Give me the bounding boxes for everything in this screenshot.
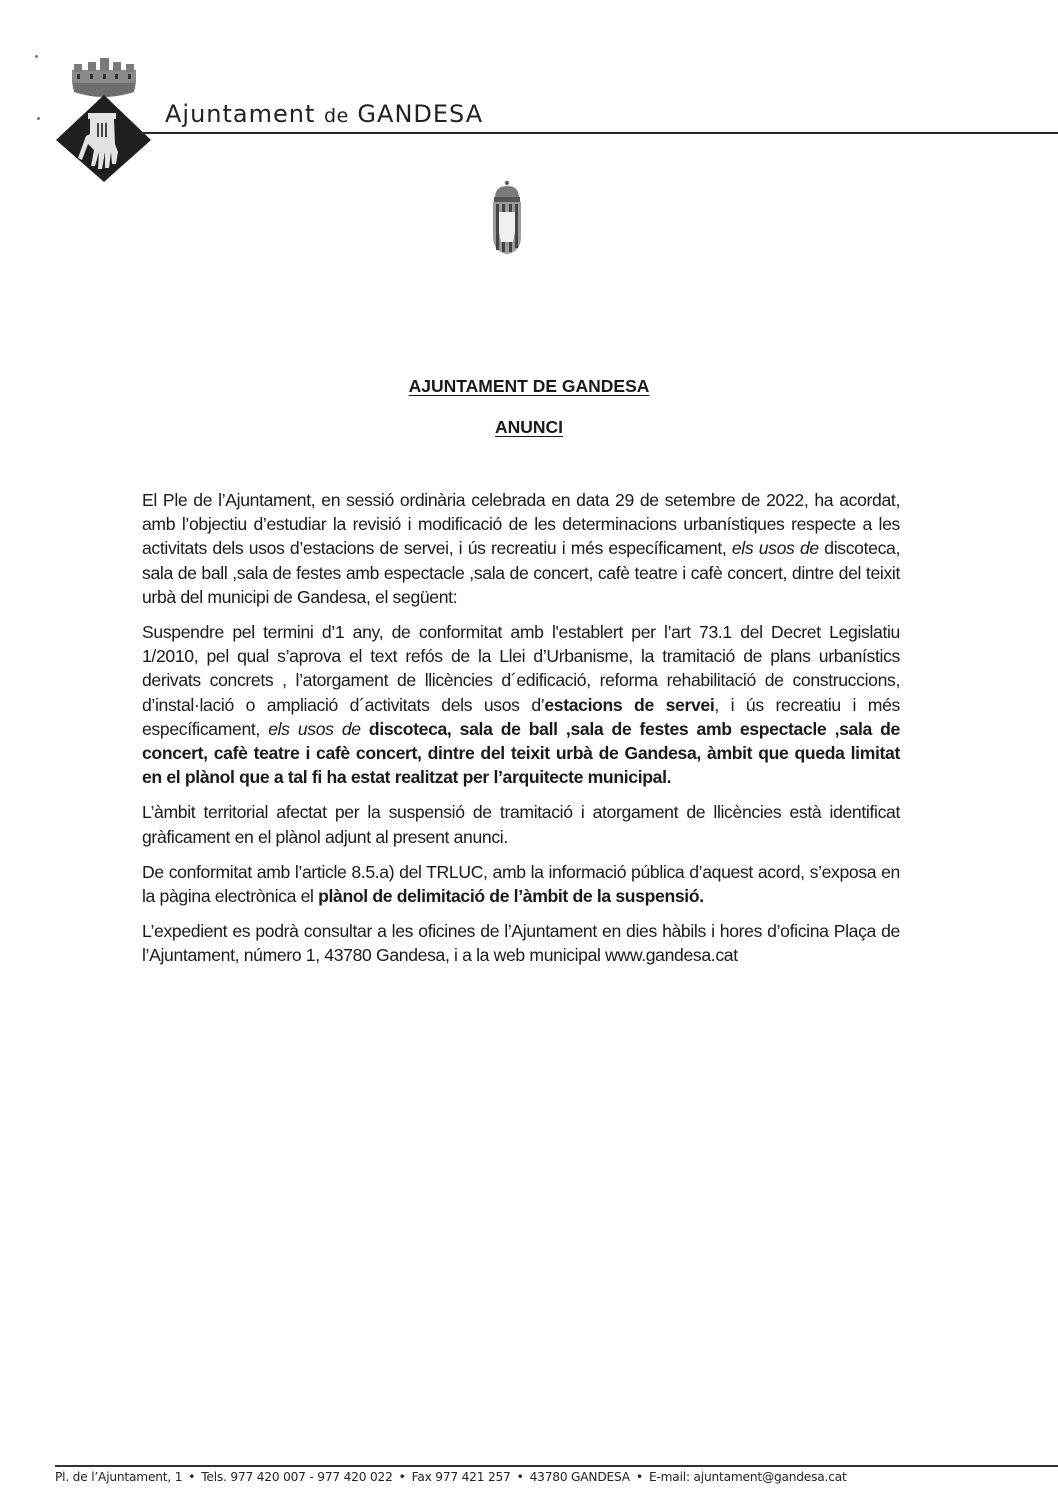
organization-title xyxy=(165,100,483,128)
crown-icon xyxy=(72,58,136,97)
paragraph-3: L’àmbit territorial afectat per la suspensió de tramitació i atorgament de llicències està identificat gràficament en el plànol adjunt al present anunci. xyxy=(142,802,900,847)
footer-email: E-mail: ajuntament@gandesa.cat xyxy=(648,1470,847,1484)
org-de: de xyxy=(324,105,349,127)
paragraph-4: De conformitat amb l’article 8.5.a) del TRLUC, amb la informació pública d’aquest acord, s’exposa en la pàgina electrònica el plànol de delimitació de l’àmbit de la suspensió. xyxy=(142,861,900,907)
bullet-separator: • xyxy=(188,1470,196,1484)
paragraph-2: Suspendre pel termini d’1 any, de conformitat amb l'establert per l’art 73.1 del Decret Legislatiu 1/2010, pel qual s’aprova el text refós de la Llei d’Urbanisme, la tramitació de plans urbanístics derivats concrets , l’atorgament de llicències d´edificació, reforma rehabilitació de construccions, d’instal·lació o ampliació d´activitats dels usos d’estacions de servei, i ús recreatiu i més específicament, els usos de discoteca, sala de ball ,sala de festes amb espectacle ,sala de concert, cafè teatre i cafè concert, dintre del teixit urbà de Gandesa, àmbit que queda limitat en el plànol que a tal fi ha estat realitzat per l’arquitecte municipal. xyxy=(142,622,900,788)
footer-address: Pl. de l’Ajuntament, 1 xyxy=(55,1470,183,1484)
document-heading: AJUNTAMENT DE GANDESA xyxy=(408,376,650,396)
footer-phones: Tels. 977 420 007 - 977 420 022 xyxy=(201,1470,393,1484)
bullet-separator: • xyxy=(398,1470,406,1484)
footer-postal: 43780 GANDESA xyxy=(529,1470,630,1484)
org-name: GANDESA xyxy=(357,100,484,128)
coat-of-arms-logo-icon xyxy=(48,52,160,182)
footer-divider xyxy=(55,1465,1058,1467)
paragraph-1: El Ple de l’Ajuntament, en sessió ordinària celebrada en data 29 de setembre de 2022, ha acordat, amb l’objectiu d’estudiar la revisió i modificació de les determinacions urbanístiques respecte a les activitats dels usos d’estacions de servei, i ús recreatiu i més específicament, els usos de discoteca, sala de ball ,sala de festes amb espectacle ,sala de concert, cafè teatre i cafè concert, dintre del teixit urbà del municipi de Gandesa, el següent: xyxy=(142,490,900,607)
bullet-separator: • xyxy=(516,1470,524,1484)
paragraph-5: L’expedient es podrà consultar a les oficines de l’Ajuntament en dies hàbils i hores d’oficina Plaça de l’Ajuntament, número 1, 43780 Gandesa, i a la web municipal www.gandesa.cat xyxy=(142,921,900,966)
footer-fax: Fax 977 421 257 xyxy=(411,1470,511,1484)
bullet-separator: • xyxy=(635,1470,643,1484)
scan-speck xyxy=(37,117,40,120)
document-subheading: ANUNCI xyxy=(494,417,564,437)
scan-speck xyxy=(35,55,38,58)
municipal-crest-icon xyxy=(487,180,527,256)
footer-contact xyxy=(55,1470,847,1484)
org-prefix: Ajuntament xyxy=(165,100,316,128)
header-divider xyxy=(140,132,1058,134)
announcement-body xyxy=(142,488,900,979)
